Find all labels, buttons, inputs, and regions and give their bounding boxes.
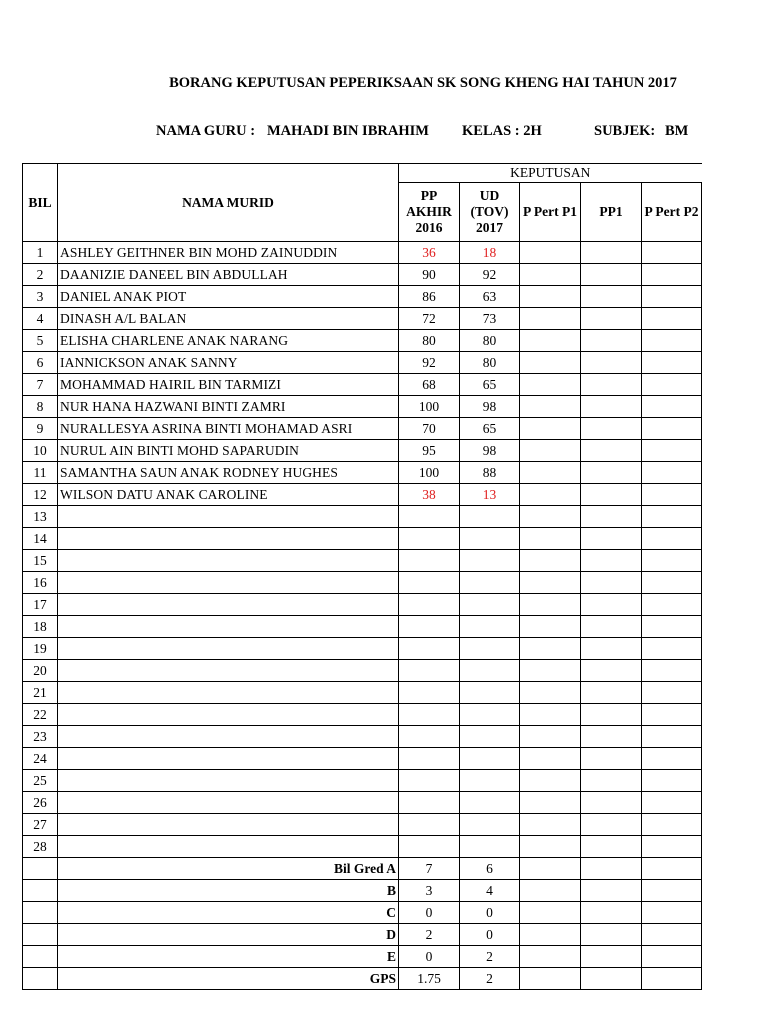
- ppert-p2-cell: [642, 836, 702, 858]
- ud-tov-mark: 92: [460, 264, 520, 286]
- pp-akhir-mark: [399, 748, 460, 770]
- ppert-p1-cell: [520, 638, 581, 660]
- student-name: [58, 528, 399, 550]
- header-ppert-p1: P Pert P1: [520, 183, 581, 242]
- student-name: [58, 594, 399, 616]
- summary-ppert-p1: [520, 968, 581, 990]
- ppert-p1-cell: [520, 550, 581, 572]
- row-bil: 16: [23, 572, 58, 594]
- pp1-cell: [581, 726, 642, 748]
- student-name: [58, 660, 399, 682]
- student-name: NURUL AIN BINTI MOHD SAPARUDIN: [58, 440, 399, 462]
- pp1-cell: [581, 462, 642, 484]
- ppert-p2-cell: [642, 352, 702, 374]
- student-name: [58, 704, 399, 726]
- ppert-p2-cell: [642, 726, 702, 748]
- table-row: [23, 242, 702, 264]
- ud-tov-mark: [460, 616, 520, 638]
- table-row: [23, 792, 702, 814]
- header-bil: BIL: [23, 164, 58, 242]
- ppert-p2-cell: [642, 748, 702, 770]
- ppert-p1-cell: [520, 748, 581, 770]
- row-bil: 13: [23, 506, 58, 528]
- ppert-p1-cell: [520, 396, 581, 418]
- ppert-p2-cell: [642, 572, 702, 594]
- ppert-p1-cell: [520, 660, 581, 682]
- ppert-p1-cell: [520, 572, 581, 594]
- student-name: [58, 748, 399, 770]
- pp-akhir-mark: 70: [399, 418, 460, 440]
- summary-row: [23, 946, 702, 968]
- summary-label: C: [58, 902, 399, 924]
- student-name: [58, 550, 399, 572]
- ppert-p2-cell: [642, 506, 702, 528]
- summary-ppert-p2: [642, 858, 702, 880]
- ud-tov-mark: [460, 814, 520, 836]
- summary-ppert-p2: [642, 924, 702, 946]
- pp-akhir-mark: [399, 792, 460, 814]
- student-name: [58, 682, 399, 704]
- table-row: [23, 330, 702, 352]
- summary-blank: [23, 902, 58, 924]
- summary-row: [23, 968, 702, 990]
- ppert-p2-cell: [642, 660, 702, 682]
- pp-akhir-mark: 80: [399, 330, 460, 352]
- pp-akhir-mark: [399, 660, 460, 682]
- summary-ppert-p1: [520, 902, 581, 924]
- ppert-p1-cell: [520, 374, 581, 396]
- student-name: DINASH A/L BALAN: [58, 308, 399, 330]
- pp1-cell: [581, 506, 642, 528]
- row-bil: 10: [23, 440, 58, 462]
- ppert-p1-cell: [520, 484, 581, 506]
- ppert-p1-cell: [520, 440, 581, 462]
- ud-tov-mark: 88: [460, 462, 520, 484]
- pp-akhir-mark: 72: [399, 308, 460, 330]
- summary-row: [23, 880, 702, 902]
- pp1-cell: [581, 792, 642, 814]
- summary-ud-tov: 0: [460, 924, 520, 946]
- ppert-p1-cell: [520, 528, 581, 550]
- ppert-p1-cell: [520, 836, 581, 858]
- ppert-p2-cell: [642, 484, 702, 506]
- row-bil: 21: [23, 682, 58, 704]
- summary-pp-akhir: 0: [399, 902, 460, 924]
- pp1-cell: [581, 836, 642, 858]
- summary-ppert-p2: [642, 880, 702, 902]
- pp-akhir-mark: [399, 638, 460, 660]
- pp1-cell: [581, 660, 642, 682]
- ud-tov-mark: [460, 792, 520, 814]
- table-row: [23, 506, 702, 528]
- header-pp-akhir: PP AKHIR 2016: [399, 183, 460, 242]
- row-bil: 28: [23, 836, 58, 858]
- summary-ud-tov: 6: [460, 858, 520, 880]
- student-name: [58, 770, 399, 792]
- table-row: [23, 726, 702, 748]
- pp1-cell: [581, 374, 642, 396]
- row-bil: 9: [23, 418, 58, 440]
- summary-ppert-p2: [642, 946, 702, 968]
- table-row: [23, 352, 702, 374]
- student-name: ELISHA CHARLENE ANAK NARANG: [58, 330, 399, 352]
- pp1-cell: [581, 638, 642, 660]
- ud-tov-mark: [460, 726, 520, 748]
- guru-label: NAMA GURU :: [156, 123, 256, 139]
- ppert-p1-cell: [520, 726, 581, 748]
- row-bil: 17: [23, 594, 58, 616]
- row-bil: 24: [23, 748, 58, 770]
- table-row: [23, 748, 702, 770]
- ppert-p2-cell: [642, 594, 702, 616]
- summary-pp1: [581, 946, 642, 968]
- summary-pp1: [581, 902, 642, 924]
- pp-akhir-mark: [399, 594, 460, 616]
- ppert-p1-cell: [520, 682, 581, 704]
- ppert-p1-cell: [520, 704, 581, 726]
- ppert-p1-cell: [520, 418, 581, 440]
- ppert-p1-cell: [520, 594, 581, 616]
- ppert-p2-cell: [642, 704, 702, 726]
- table-row: [23, 396, 702, 418]
- ppert-p2-cell: [642, 616, 702, 638]
- row-bil: 3: [23, 286, 58, 308]
- ud-tov-mark: 18: [460, 242, 520, 264]
- summary-pp-akhir: 7: [399, 858, 460, 880]
- pp1-cell: [581, 682, 642, 704]
- summary-pp-akhir: 0: [399, 946, 460, 968]
- pp1-cell: [581, 308, 642, 330]
- row-bil: 15: [23, 550, 58, 572]
- student-name: [58, 572, 399, 594]
- pp-akhir-mark: [399, 726, 460, 748]
- pp1-cell: [581, 352, 642, 374]
- table-row: [23, 770, 702, 792]
- table-row: [23, 704, 702, 726]
- student-name: NURALLESYA ASRINA BINTI MOHAMAD ASRI: [58, 418, 399, 440]
- table-row: [23, 418, 702, 440]
- summary-blank: [23, 880, 58, 902]
- summary-row: [23, 858, 702, 880]
- pp-akhir-mark: [399, 616, 460, 638]
- ppert-p2-cell: [642, 308, 702, 330]
- row-bil: 20: [23, 660, 58, 682]
- pp-akhir-mark: [399, 550, 460, 572]
- ppert-p2-cell: [642, 264, 702, 286]
- summary-pp1: [581, 880, 642, 902]
- table-row: [23, 682, 702, 704]
- summary-label: Bil Gred A: [58, 858, 399, 880]
- summary-ppert-p1: [520, 924, 581, 946]
- header-ud-tov: UD (TOV) 2017: [460, 183, 520, 242]
- row-bil: 26: [23, 792, 58, 814]
- ud-tov-mark: [460, 770, 520, 792]
- ppert-p1-cell: [520, 462, 581, 484]
- row-bil: 4: [23, 308, 58, 330]
- summary-label: GPS: [58, 968, 399, 990]
- ud-tov-mark: 98: [460, 440, 520, 462]
- pp-akhir-mark: [399, 770, 460, 792]
- row-bil: 12: [23, 484, 58, 506]
- summary-pp1: [581, 924, 642, 946]
- pp1-cell: [581, 484, 642, 506]
- pp-akhir-mark: [399, 682, 460, 704]
- student-name: DANIEL ANAK PIOT: [58, 286, 399, 308]
- student-name: IANNICKSON ANAK SANNY: [58, 352, 399, 374]
- pp-akhir-mark: 86: [399, 286, 460, 308]
- summary-label: E: [58, 946, 399, 968]
- row-bil: 8: [23, 396, 58, 418]
- table-row: [23, 550, 702, 572]
- pp1-cell: [581, 770, 642, 792]
- table-row: [23, 616, 702, 638]
- pp1-cell: [581, 528, 642, 550]
- student-name: ASHLEY GEITHNER BIN MOHD ZAINUDDIN: [58, 242, 399, 264]
- ppert-p1-cell: [520, 792, 581, 814]
- summary-rows: [23, 858, 702, 990]
- summary-row: [23, 924, 702, 946]
- student-name: WILSON DATU ANAK CAROLINE: [58, 484, 399, 506]
- page-title: BORANG KEPUTUSAN PEPERIKSAAN SK SONG KHENG HAI TAHUN 2017: [169, 75, 677, 91]
- summary-ppert-p1: [520, 946, 581, 968]
- ppert-p1-cell: [520, 286, 581, 308]
- summary-blank: [23, 968, 58, 990]
- summary-ud-tov: 0: [460, 902, 520, 924]
- row-bil: 27: [23, 814, 58, 836]
- pp-akhir-mark: 92: [399, 352, 460, 374]
- ppert-p1-cell: [520, 814, 581, 836]
- ppert-p2-cell: [642, 440, 702, 462]
- pp1-cell: [581, 704, 642, 726]
- ppert-p1-cell: [520, 770, 581, 792]
- row-bil: 22: [23, 704, 58, 726]
- student-name: [58, 792, 399, 814]
- table-row: [23, 264, 702, 286]
- header-pp1: PP1: [581, 183, 642, 242]
- pp1-cell: [581, 572, 642, 594]
- ud-tov-mark: 13: [460, 484, 520, 506]
- row-bil: 25: [23, 770, 58, 792]
- ud-tov-mark: [460, 594, 520, 616]
- guru-value: MAHADI BIN IBRAHIM: [267, 123, 429, 139]
- ud-tov-mark: 80: [460, 330, 520, 352]
- ud-tov-mark: 65: [460, 374, 520, 396]
- pp-akhir-mark: [399, 836, 460, 858]
- student-name: SAMANTHA SAUN ANAK RODNEY HUGHES: [58, 462, 399, 484]
- row-bil: 19: [23, 638, 58, 660]
- row-bil: 23: [23, 726, 58, 748]
- ppert-p2-cell: [642, 814, 702, 836]
- summary-ppert-p1: [520, 880, 581, 902]
- header-keputusan: KEPUTUSAN: [399, 164, 702, 183]
- ppert-p2-cell: [642, 286, 702, 308]
- pp-akhir-mark: [399, 814, 460, 836]
- ud-tov-mark: [460, 506, 520, 528]
- pp-akhir-mark: 36: [399, 242, 460, 264]
- row-bil: 5: [23, 330, 58, 352]
- ppert-p1-cell: [520, 352, 581, 374]
- ud-tov-mark: 65: [460, 418, 520, 440]
- summary-ppert-p2: [642, 902, 702, 924]
- ppert-p2-cell: [642, 638, 702, 660]
- ppert-p1-cell: [520, 264, 581, 286]
- ppert-p1-cell: [520, 330, 581, 352]
- student-name: DAANIZIE DANEEL BIN ABDULLAH: [58, 264, 399, 286]
- pp-akhir-mark: [399, 704, 460, 726]
- summary-row: [23, 902, 702, 924]
- ud-tov-mark: [460, 572, 520, 594]
- ppert-p2-cell: [642, 682, 702, 704]
- student-name: [58, 616, 399, 638]
- ud-tov-mark: [460, 638, 520, 660]
- summary-pp1: [581, 968, 642, 990]
- summary-pp1: [581, 858, 642, 880]
- ud-tov-mark: [460, 528, 520, 550]
- results-table: [22, 163, 702, 990]
- student-name: MOHAMMAD HAIRIL BIN TARMIZI: [58, 374, 399, 396]
- pp-akhir-mark: [399, 572, 460, 594]
- pp-akhir-mark: 38: [399, 484, 460, 506]
- ppert-p2-cell: [642, 770, 702, 792]
- ppert-p2-cell: [642, 374, 702, 396]
- ud-tov-mark: [460, 748, 520, 770]
- table-row: [23, 572, 702, 594]
- row-bil: 7: [23, 374, 58, 396]
- table-row: [23, 528, 702, 550]
- ud-tov-mark: [460, 836, 520, 858]
- ud-tov-mark: 73: [460, 308, 520, 330]
- ppert-p2-cell: [642, 792, 702, 814]
- pp1-cell: [581, 594, 642, 616]
- pp1-cell: [581, 748, 642, 770]
- student-name: [58, 638, 399, 660]
- pp1-cell: [581, 550, 642, 572]
- summary-pp-akhir: 3: [399, 880, 460, 902]
- ppert-p2-cell: [642, 330, 702, 352]
- table-row: [23, 814, 702, 836]
- row-bil: 2: [23, 264, 58, 286]
- row-bil: 14: [23, 528, 58, 550]
- pp1-cell: [581, 814, 642, 836]
- summary-ud-tov: 2: [460, 968, 520, 990]
- summary-blank: [23, 946, 58, 968]
- ppert-p1-cell: [520, 308, 581, 330]
- row-bil: 11: [23, 462, 58, 484]
- pp1-cell: [581, 330, 642, 352]
- pp1-cell: [581, 286, 642, 308]
- ppert-p2-cell: [642, 242, 702, 264]
- pp-akhir-mark: 100: [399, 396, 460, 418]
- table-row: [23, 660, 702, 682]
- table-row: [23, 484, 702, 506]
- ud-tov-mark: [460, 660, 520, 682]
- pp1-cell: [581, 396, 642, 418]
- pp1-cell: [581, 264, 642, 286]
- ud-tov-mark: 80: [460, 352, 520, 374]
- ppert-p2-cell: [642, 418, 702, 440]
- subjek-value: BM: [665, 123, 689, 139]
- ud-tov-mark: [460, 704, 520, 726]
- student-name: [58, 836, 399, 858]
- summary-ppert-p1: [520, 858, 581, 880]
- summary-ppert-p2: [642, 968, 702, 990]
- table-row: [23, 308, 702, 330]
- ppert-p2-cell: [642, 396, 702, 418]
- row-bil: 18: [23, 616, 58, 638]
- table-row: [23, 374, 702, 396]
- summary-blank: [23, 858, 58, 880]
- summary-blank: [23, 924, 58, 946]
- pp-akhir-mark: 95: [399, 440, 460, 462]
- ppert-p1-cell: [520, 506, 581, 528]
- header-ppert-p2: P Pert P2: [642, 183, 702, 242]
- pp-akhir-mark: [399, 528, 460, 550]
- table-row: [23, 836, 702, 858]
- ud-tov-mark: 98: [460, 396, 520, 418]
- ppert-p2-cell: [642, 550, 702, 572]
- ud-tov-mark: [460, 682, 520, 704]
- pp1-cell: [581, 418, 642, 440]
- summary-label: D: [58, 924, 399, 946]
- ppert-p2-cell: [642, 462, 702, 484]
- pp-akhir-mark: 68: [399, 374, 460, 396]
- student-name: [58, 814, 399, 836]
- table-row: [23, 638, 702, 660]
- header-nama-murid: NAMA MURID: [58, 164, 399, 242]
- pp1-cell: [581, 440, 642, 462]
- table-row: [23, 440, 702, 462]
- ppert-p2-cell: [642, 528, 702, 550]
- ud-tov-mark: [460, 550, 520, 572]
- summary-ud-tov: 2: [460, 946, 520, 968]
- pp1-cell: [581, 242, 642, 264]
- summary-ud-tov: 4: [460, 880, 520, 902]
- row-bil: 1: [23, 242, 58, 264]
- row-bil: 6: [23, 352, 58, 374]
- summary-pp-akhir: 1.75: [399, 968, 460, 990]
- pp-akhir-mark: 100: [399, 462, 460, 484]
- pp-akhir-mark: 90: [399, 264, 460, 286]
- student-name: [58, 506, 399, 528]
- subjek-label: SUBJEK:: [594, 123, 656, 139]
- ppert-p1-cell: [520, 616, 581, 638]
- student-name: [58, 726, 399, 748]
- summary-label: B: [58, 880, 399, 902]
- table-row: [23, 462, 702, 484]
- summary-pp-akhir: 2: [399, 924, 460, 946]
- pp1-cell: [581, 616, 642, 638]
- pp-akhir-mark: [399, 506, 460, 528]
- kelas-label: KELAS : 2H: [462, 123, 542, 139]
- student-rows: [23, 242, 702, 858]
- table-row: [23, 286, 702, 308]
- ud-tov-mark: 63: [460, 286, 520, 308]
- ppert-p1-cell: [520, 242, 581, 264]
- student-name: NUR HANA HAZWANI BINTI ZAMRI: [58, 396, 399, 418]
- table-row: [23, 594, 702, 616]
